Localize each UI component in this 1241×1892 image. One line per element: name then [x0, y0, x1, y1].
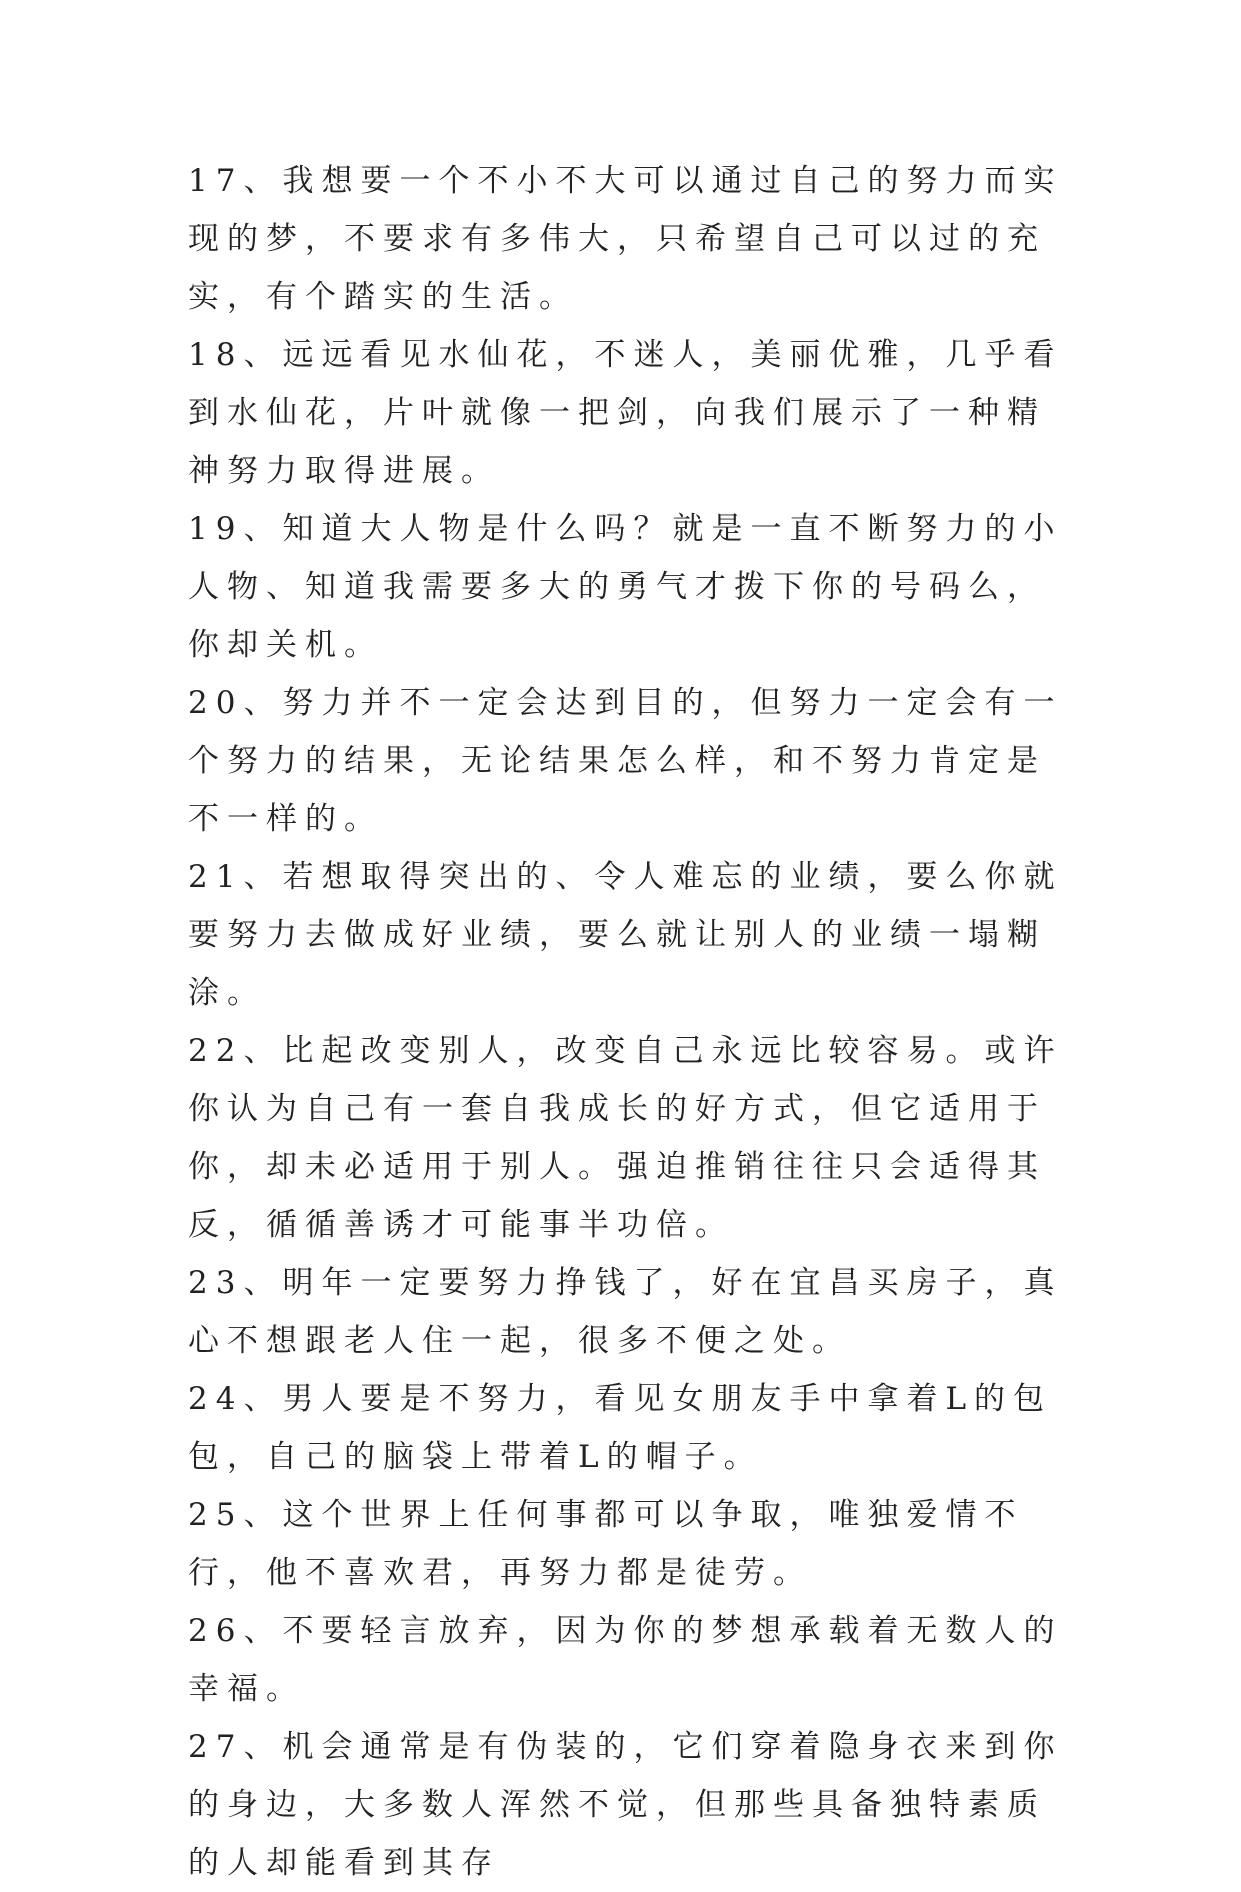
paragraph-23: 23、明年一定要努力挣钱了，好在宜昌买房子，真心不想跟老人住一起，很多不便之处。 [188, 1265, 1063, 1359]
document-body [188, 152, 1068, 1892]
paragraph-21: 21、若想取得突出的、令人难忘的业绩，要么你就要努力去做成好业绩，要么就让别人的业绩一塌糊涂。 [188, 859, 1063, 1011]
paragraph-25: 25、这个世界上任何事都可以争取，唯独爱情不行，他不喜欢君，再努力都是徒劳。 [188, 1497, 1024, 1591]
paragraph-17: 17、我想要一个不小不大可以通过自己的努力而实现的梦，不要求有多伟大，只希望自己可以过的充实，有个踏实的生活。 [188, 163, 1063, 315]
paragraph-24: 24、男人要是不努力，看见女朋友手中拿着L的包包，自己的脑袋上带着L的帽子。 [188, 1381, 1053, 1475]
paragraph-18: 18、远远看见水仙花，不迷人，美丽优雅，几乎看到水仙花，片叶就像一把剑，向我们展示了一种精神努力取得进展。 [188, 337, 1063, 489]
paragraph-26: 26、不要轻言放弃，因为你的梦想承载着无数人的幸福。 [188, 1613, 1063, 1707]
paragraph-19: 19、知道大人物是什么吗？就是一直不断努力的小人物、知道我需要多大的勇气才拨下你的号码么，你却关机。 [188, 511, 1063, 663]
paragraph-22: 22、比起改变别人，改变自己永远比较容易。或许你认为自己有一套自我成长的好方式，但它适用于你，却未必适用于别人。强迫推销往往只会适得其反，循循善诱才可能事半功倍。 [188, 1033, 1063, 1243]
paragraph-20: 20、努力并不一定会达到目的，但努力一定会有一个努力的结果，无论结果怎么样，和不努力肯定是不一样的。 [188, 685, 1063, 837]
paragraph-27: 27、机会通常是有伪装的，它们穿着隐身衣来到你的身边，大多数人浑然不觉，但那些具备独特素质的人却能看到其存 [188, 1729, 1063, 1881]
